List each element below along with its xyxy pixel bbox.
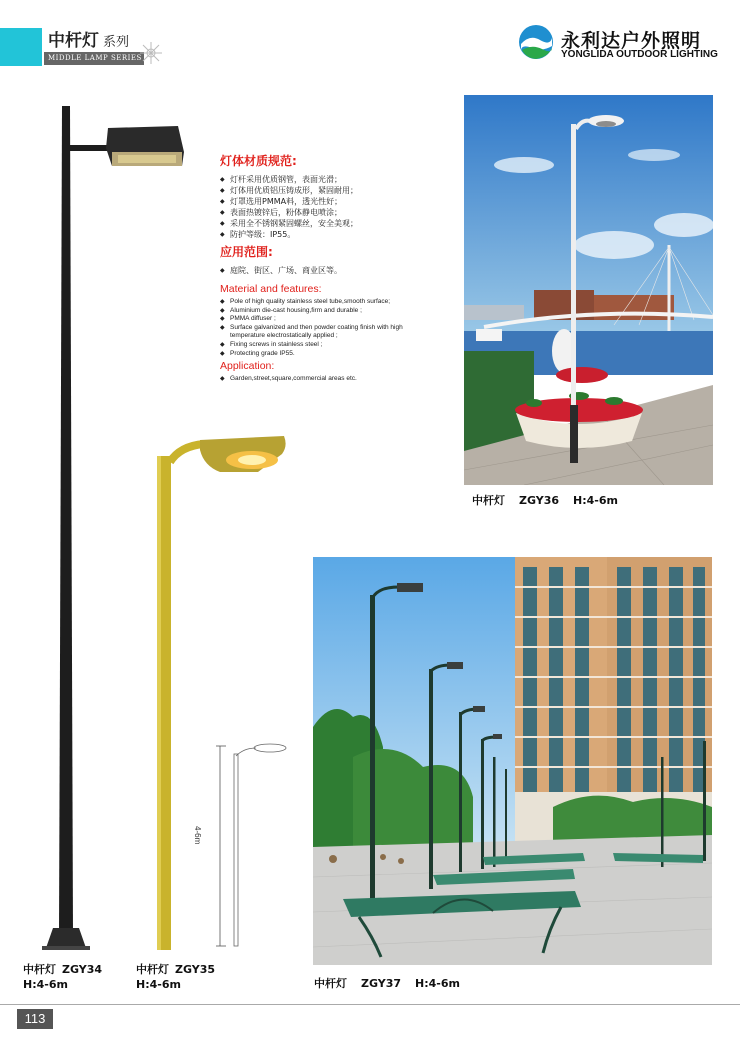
material-heading-en: Material and features:	[220, 283, 322, 295]
caption-zgy35	[136, 962, 215, 992]
brand-name-en: YONGLIDA OUTDOOR LIGHTING	[561, 49, 718, 60]
list-item: ◆ Aluminium die-cast housing,firm and durable ;	[220, 307, 420, 316]
caption-name: 中杆灯	[472, 494, 505, 507]
list-item: ◆ 灯罩选用PMMA料，透光性好；	[220, 196, 420, 207]
caption-model: ZGY34	[62, 963, 103, 976]
snowflake-decoration-icon	[138, 40, 164, 66]
page-number: 113	[17, 1009, 53, 1029]
caption-name: 中杆灯	[23, 963, 56, 976]
photo-zgy37-plaza	[313, 557, 712, 965]
lamp-dimension-drawing	[216, 740, 288, 950]
caption-model: ZGY35	[175, 963, 216, 976]
list-item: ◆ Surface galvanized and then powder coating finish with high temperature electrostatically applied ;	[220, 324, 420, 341]
application-list-cn	[220, 265, 420, 276]
application-list-en	[220, 375, 420, 384]
list-item: ◆ 灯杆采用优质钢管，表面光滑；	[220, 174, 420, 185]
caption-name: 中杆灯	[314, 977, 347, 990]
list-item: ◆ 表面热镀锌后，粉体静电喷涂；	[220, 207, 420, 218]
caption-model: ZGY37	[361, 977, 402, 990]
list-item: ◆ PMMA diffuser ;	[220, 315, 420, 324]
caption-height: H:4-6m	[136, 978, 181, 991]
list-item: ◆ Protecting grade IP55.	[220, 350, 420, 359]
caption-model: ZGY36	[519, 494, 560, 507]
header-accent-block	[0, 28, 42, 66]
dimension-label: 4-6m	[193, 826, 202, 845]
caption-height: H:4-6m	[573, 494, 618, 507]
caption-name: 中杆灯	[136, 963, 169, 976]
material-heading-cn: 灯体材质规范:	[220, 154, 297, 168]
series-title	[48, 26, 129, 51]
list-item: ◆ 灯体用优质铝压铸成形，紧固耐用；	[220, 185, 420, 196]
brand-name-cn: 永利达户外照明	[561, 30, 702, 52]
list-item: ◆ 采用全不锈钢紧固螺丝，安全美观；	[220, 218, 420, 229]
caption-height: H:4-6m	[23, 978, 68, 991]
application-heading-en: Application:	[220, 360, 275, 373]
brand-logo-icon	[518, 24, 554, 60]
list-item: ◆ Pole of high quality stainless steel tube,smooth surface;	[220, 298, 420, 307]
list-item: ◆ Garden,street,square,commercial areas etc.	[220, 375, 420, 384]
footer-divider	[0, 1004, 740, 1005]
photo-zgy36-waterfront	[464, 95, 713, 485]
caption-height: H:4-6m	[415, 977, 460, 990]
material-list-cn	[220, 174, 420, 240]
list-item: ◆ 庭院、街区、广场、商业区等。	[220, 265, 420, 276]
list-item: ◆ 防护等级：IP55。	[220, 229, 420, 240]
series-subtitle: MIDDLE LAMP SERIES	[44, 52, 144, 65]
caption-zgy36	[472, 492, 618, 508]
specifications-panel	[220, 152, 420, 384]
application-heading-cn: 应用范围:	[220, 245, 273, 259]
series-title-text: 中杆灯	[48, 31, 99, 51]
list-item: ◆ Fixing screws in stainless steel ;	[220, 341, 420, 350]
material-list-en	[220, 298, 420, 358]
caption-zgy37	[314, 975, 460, 991]
series-title-suffix: 系列	[103, 35, 130, 50]
caption-zgy34	[23, 962, 102, 992]
